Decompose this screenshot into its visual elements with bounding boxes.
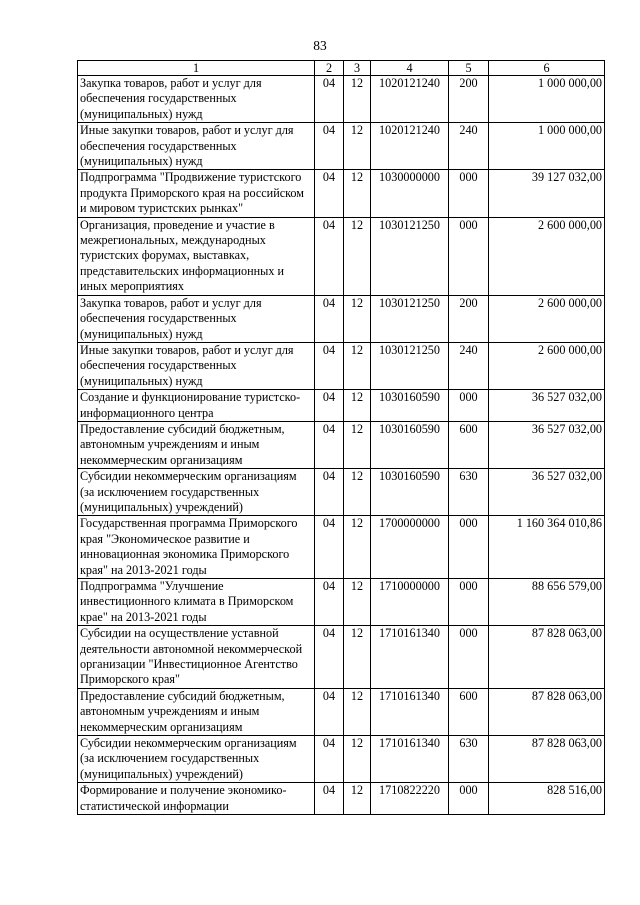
row-expense-type-cell: 000	[449, 783, 489, 815]
row-subsection-cell: 12	[344, 736, 371, 783]
row-name-cell: Субсидии некоммерческим организациям (за исключением государственных (муниципальных) учреждений)	[78, 736, 315, 783]
row-name-cell: Формирование и получение экономико-статистической информации	[78, 783, 315, 815]
row-subsection-cell: 12	[344, 516, 371, 579]
row-amount-cell: 2 600 000,00	[489, 217, 605, 295]
row-name-cell: Организация, проведение и участие в межрегиональных, международных туристских форумах, выставках, представительских информационных и иных мероприятиях	[78, 217, 315, 295]
table-row	[78, 421, 605, 468]
row-expense-type-cell: 630	[449, 469, 489, 516]
table-row	[78, 516, 605, 579]
table-row	[78, 688, 605, 735]
row-section-cell: 04	[315, 626, 344, 689]
row-name-cell: Закупка товаров, работ и услуг для обеспечения государственных (муниципальных) нужд	[78, 76, 315, 123]
row-name-cell: Предоставление субсидий бюджетным, автономным учреждениям и иным некоммерческим организациям	[78, 688, 315, 735]
row-amount-cell: 36 527 032,00	[489, 469, 605, 516]
row-expense-type-cell: 000	[449, 170, 489, 217]
row-target-code-cell: 1710822220	[371, 783, 449, 815]
row-name-cell: Создание и функционирование туристско-информационного центра	[78, 390, 315, 422]
row-amount-cell: 828 516,00	[489, 783, 605, 815]
row-name-cell: Подпрограмма "Продвижение туристского продукта Приморского края на российском и мировом туристских рынках"	[78, 170, 315, 217]
table-row	[78, 736, 605, 783]
row-expense-type-cell: 240	[449, 342, 489, 389]
row-section-cell: 04	[315, 390, 344, 422]
row-subsection-cell: 12	[344, 295, 371, 342]
table-row	[78, 170, 605, 217]
budget-table	[77, 60, 605, 815]
row-subsection-cell: 12	[344, 469, 371, 516]
row-expense-type-cell: 000	[449, 516, 489, 579]
row-amount-cell: 36 527 032,00	[489, 421, 605, 468]
row-amount-cell: 87 828 063,00	[489, 688, 605, 735]
table-row	[78, 342, 605, 389]
row-target-code-cell: 1710161340	[371, 688, 449, 735]
row-name-cell: Субсидии некоммерческим организациям (за исключением государственных (муниципальных) учреждений)	[78, 469, 315, 516]
row-expense-type-cell: 600	[449, 688, 489, 735]
row-expense-type-cell: 240	[449, 123, 489, 170]
row-subsection-cell: 12	[344, 688, 371, 735]
row-expense-type-cell: 000	[449, 626, 489, 689]
row-amount-cell: 36 527 032,00	[489, 390, 605, 422]
row-target-code-cell: 1030121250	[371, 342, 449, 389]
table-row	[78, 76, 605, 123]
row-amount-cell: 2 600 000,00	[489, 295, 605, 342]
row-name-cell: Субсидии на осуществление уставной деятельности автономной некоммерческой организации "Инвестиционное Агентство Приморского края"	[78, 626, 315, 689]
row-section-cell: 04	[315, 217, 344, 295]
row-section-cell: 04	[315, 170, 344, 217]
row-target-code-cell: 1030121250	[371, 217, 449, 295]
row-subsection-cell: 12	[344, 390, 371, 422]
header-col-4: 4	[371, 61, 449, 76]
row-target-code-cell: 1020121240	[371, 123, 449, 170]
row-subsection-cell: 12	[344, 626, 371, 689]
row-subsection-cell: 12	[344, 421, 371, 468]
table-row	[78, 579, 605, 626]
header-col-1: 1	[78, 61, 315, 76]
row-name-cell: Закупка товаров, работ и услуг для обеспечения государственных (муниципальных) нужд	[78, 295, 315, 342]
row-target-code-cell: 1710161340	[371, 626, 449, 689]
table-row	[78, 217, 605, 295]
row-expense-type-cell: 200	[449, 295, 489, 342]
table-row	[78, 469, 605, 516]
row-name-cell: Предоставление субсидий бюджетным, автономным учреждениям и иным некоммерческим организациям	[78, 421, 315, 468]
row-subsection-cell: 12	[344, 217, 371, 295]
page-number: 83	[313, 38, 327, 53]
row-expense-type-cell: 600	[449, 421, 489, 468]
row-amount-cell: 87 828 063,00	[489, 626, 605, 689]
row-section-cell: 04	[315, 579, 344, 626]
row-section-cell: 04	[315, 688, 344, 735]
row-section-cell: 04	[315, 123, 344, 170]
row-name-cell: Государственная программа Приморского края "Экономическое развитие и инновационная экономика Приморского края" на 2013-2021 годы	[78, 516, 315, 579]
row-name-cell: Подпрограмма "Улучшение инвестиционного климата в Приморском крае" на 2013-2021 годы	[78, 579, 315, 626]
table-row	[78, 123, 605, 170]
row-section-cell: 04	[315, 469, 344, 516]
row-amount-cell: 39 127 032,00	[489, 170, 605, 217]
row-target-code-cell: 1710000000	[371, 579, 449, 626]
row-subsection-cell: 12	[344, 170, 371, 217]
row-amount-cell: 1 000 000,00	[489, 123, 605, 170]
row-expense-type-cell: 200	[449, 76, 489, 123]
row-section-cell: 04	[315, 783, 344, 815]
row-subsection-cell: 12	[344, 76, 371, 123]
row-expense-type-cell: 000	[449, 579, 489, 626]
row-target-code-cell: 1030000000	[371, 170, 449, 217]
row-section-cell: 04	[315, 736, 344, 783]
row-target-code-cell: 1030121250	[371, 295, 449, 342]
row-amount-cell: 1 160 364 010,86	[489, 516, 605, 579]
row-target-code-cell: 1710161340	[371, 736, 449, 783]
row-target-code-cell: 1700000000	[371, 516, 449, 579]
row-amount-cell: 88 656 579,00	[489, 579, 605, 626]
row-target-code-cell: 1020121240	[371, 76, 449, 123]
row-amount-cell: 2 600 000,00	[489, 342, 605, 389]
row-target-code-cell: 1030160590	[371, 421, 449, 468]
table-row	[78, 390, 605, 422]
row-target-code-cell: 1030160590	[371, 390, 449, 422]
table-body	[78, 76, 605, 815]
row-subsection-cell: 12	[344, 783, 371, 815]
row-section-cell: 04	[315, 516, 344, 579]
row-subsection-cell: 12	[344, 579, 371, 626]
row-amount-cell: 1 000 000,00	[489, 76, 605, 123]
row-expense-type-cell: 000	[449, 390, 489, 422]
row-section-cell: 04	[315, 421, 344, 468]
row-target-code-cell: 1030160590	[371, 469, 449, 516]
row-expense-type-cell: 000	[449, 217, 489, 295]
header-col-2: 2	[315, 61, 344, 76]
header-col-3: 3	[344, 61, 371, 76]
header-row	[78, 61, 605, 76]
header-col-6: 6	[489, 61, 605, 76]
row-name-cell: Иные закупки товаров, работ и услуг для обеспечения государственных (муниципальных) нужд	[78, 342, 315, 389]
table-row	[78, 295, 605, 342]
row-amount-cell: 87 828 063,00	[489, 736, 605, 783]
row-name-cell: Иные закупки товаров, работ и услуг для обеспечения государственных (муниципальных) нужд	[78, 123, 315, 170]
row-section-cell: 04	[315, 295, 344, 342]
table-row	[78, 626, 605, 689]
row-expense-type-cell: 630	[449, 736, 489, 783]
row-subsection-cell: 12	[344, 123, 371, 170]
header-col-5: 5	[449, 61, 489, 76]
row-section-cell: 04	[315, 342, 344, 389]
row-section-cell: 04	[315, 76, 344, 123]
row-subsection-cell: 12	[344, 342, 371, 389]
table-row	[78, 783, 605, 815]
